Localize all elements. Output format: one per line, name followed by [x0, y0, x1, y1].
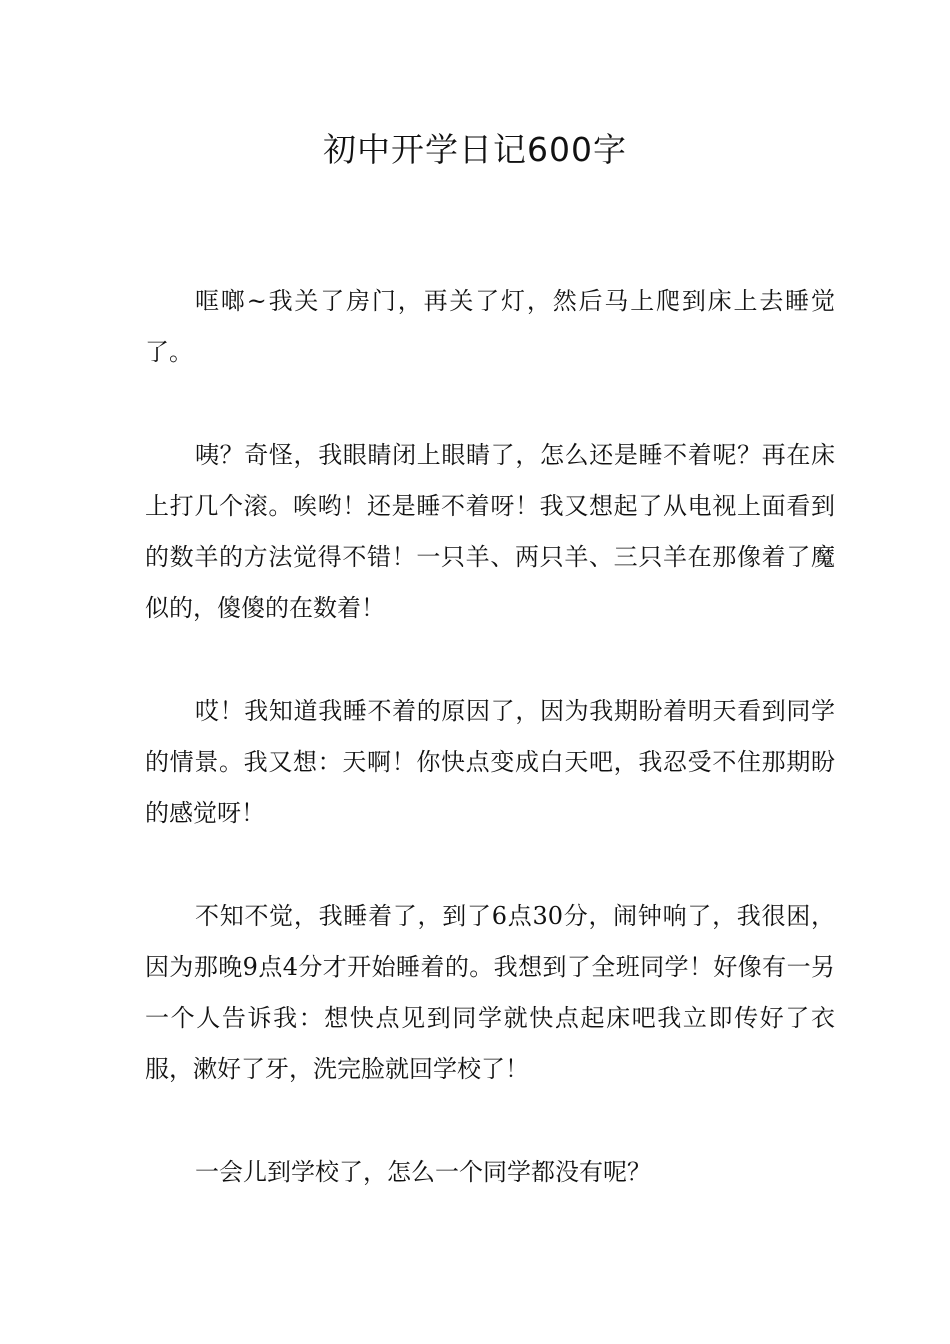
document-body [145, 276, 835, 1250]
paragraph-5: 一会儿到学校了，怎么一个同学都没有呢？ [195, 1158, 651, 1186]
paragraph-3: 哎！我知道我睡不着的原因了，因为我期盼着明天看到同学的情景。我又想：天啊！你快点变成白天吧，我忍受不住那期盼的感觉呀！ [145, 697, 835, 827]
paragraph-2: 咦？奇怪，我眼睛闭上眼睛了，怎么还是睡不着呢？再在床上打几个滚。唉哟！还是睡不着呀！我又想起了从电视上面看到的数羊的方法觉得不错！一只羊、两只羊、三只羊在那像着了魔似的，傻傻的在数着！ [145, 441, 835, 622]
document-title: 初中开学日记600字 [323, 130, 627, 169]
paragraph-4: 不知不觉，我睡着了，到了6点30分，闹钟响了，我很困，因为那晚9点4分才开始睡着的。我想到了全班同学！好像有一另一个人告诉我：想快点见到同学就快点起床吧我立即传好了衣服，漱好了牙，洗完脸就回学校了！ [145, 902, 835, 1083]
paragraph-1: 哐啷~我关了房门，再关了灯，然后马上爬到床上去睡觉了。 [145, 287, 835, 366]
